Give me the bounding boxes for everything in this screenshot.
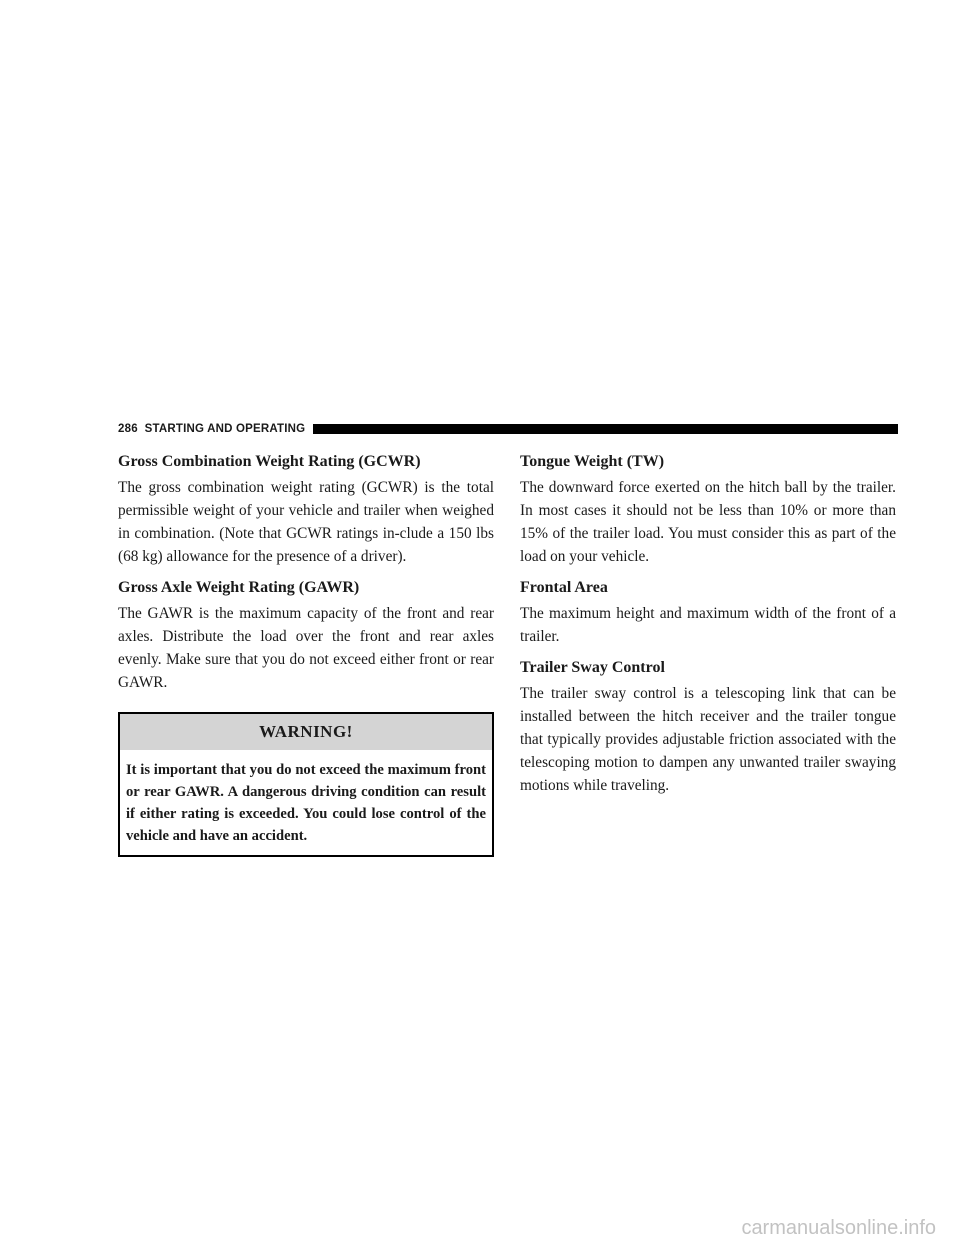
section-heading: Frontal Area	[520, 579, 608, 596]
section-body: The maximum height and maximum width of the front of a trailer.	[520, 605, 896, 645]
running-header	[118, 423, 305, 435]
right-column	[520, 452, 896, 807]
left-column	[118, 452, 494, 857]
section-body: The trailer sway control is a telescoping link that can be installed between the hitch receiver and the trailer tongue that typically provides adjustable friction associated with the telescoping motion to dampen any unwanted trailer swaying motions while traveling.	[520, 685, 896, 794]
page-header	[118, 422, 898, 436]
section-body: The downward force exerted on the hitch ball by the trailer. In most cases it should not be less than 10% or more than 15% of the trailer load. You must consider this as part of the load on your vehicle.	[520, 479, 896, 565]
warning-body: It is important that you do not exceed the maximum front or rear GAWR. A dangerous driving condition can result if either rating is exceeded. You could lose control of the vehicle and have an accident.	[126, 762, 486, 844]
warning-box	[118, 712, 494, 857]
section-heading: Tongue Weight (TW)	[520, 453, 665, 470]
section-trailer-sway-control	[520, 658, 896, 797]
section-heading: Gross Axle Weight Rating (GAWR)	[118, 579, 360, 596]
section-gcwr	[118, 452, 494, 568]
section-heading: Gross Combination Weight Rating (GCWR)	[118, 453, 421, 470]
section-title: STARTING AND OPERATING	[144, 423, 306, 435]
section-heading: Trailer Sway Control	[520, 659, 665, 676]
watermark: carmanualsonline.info	[741, 1217, 936, 1239]
header-rule	[313, 424, 898, 434]
page-number: 286	[118, 423, 138, 435]
section-frontal-area	[520, 578, 896, 648]
section-body: The gross combination weight rating (GCWR) is the total permissible weight of your vehicle and trailer when weighed in combination. (Note that GCWR ratings in-clude a 150 lbs (68 kg) allowance for the presence of a driver).	[118, 479, 494, 565]
section-body: The GAWR is the maximum capacity of the front and rear axles. Distribute the load over the front and rear axles evenly. Make sure that you do not exceed either front or rear GAWR.	[118, 605, 494, 691]
section-tongue-weight	[520, 452, 896, 568]
warning-title: WARNING!	[120, 714, 492, 750]
section-gawr	[118, 578, 494, 694]
